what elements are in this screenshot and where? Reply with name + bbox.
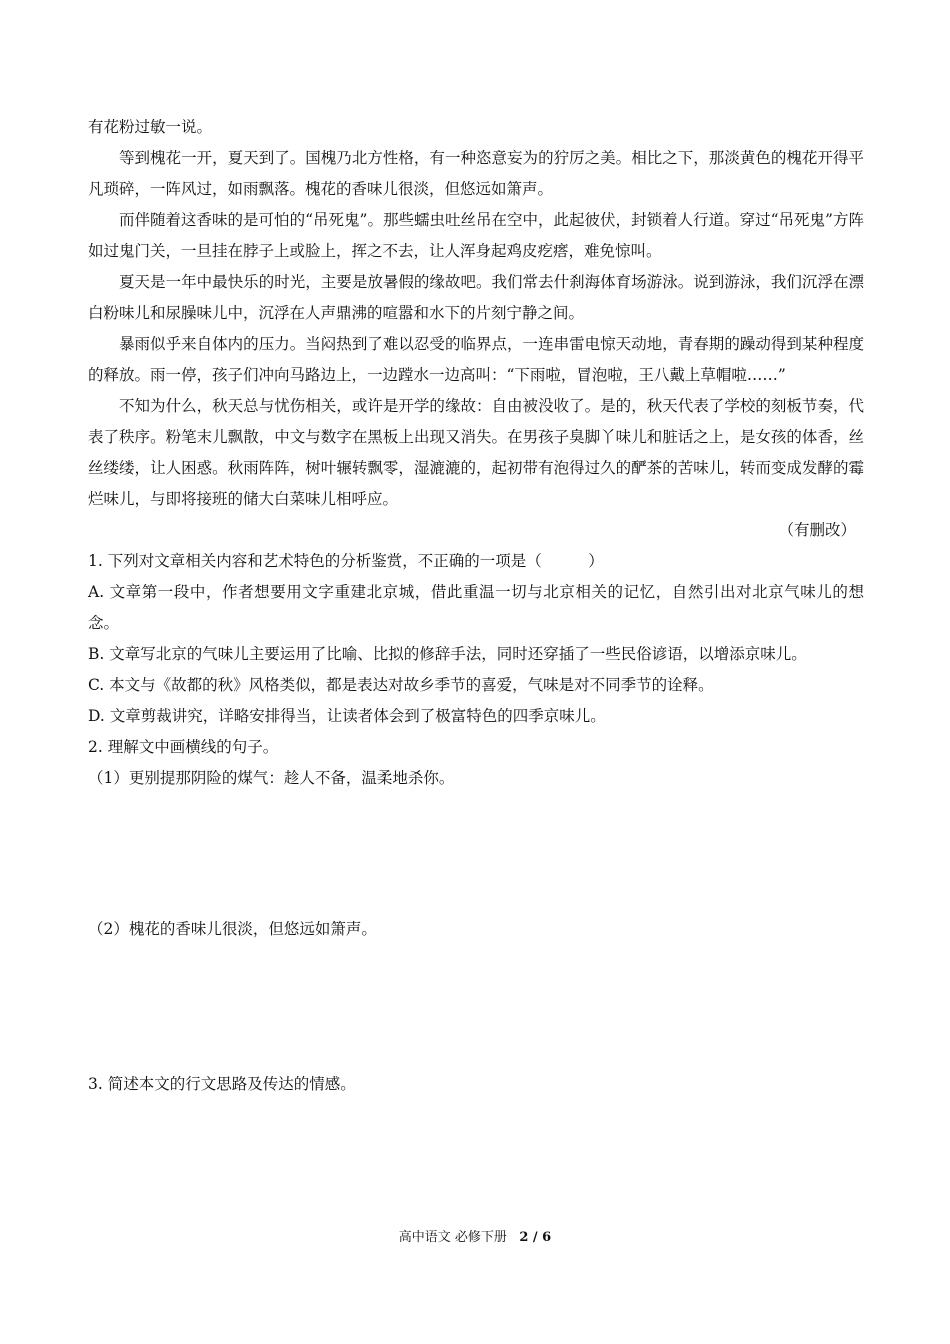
question-2-sub-1: （1）更别提那阴险的煤气：趁人不备，温柔地杀你。 [88,769,455,787]
question-2-stem: 2. 理解文中画横线的句子。 [88,738,279,756]
question-1-option-d: D. 文章剪裁讲究，详略安排得当，让读者体会到了极富特色的四季京味儿。 [88,707,606,725]
question-2-sub-2: （2）槐花的香味儿很淡，但悠远如箫声。 [88,920,377,938]
answer-space-2-1 [88,794,864,914]
passage-paragraph-3: 夏天是一年中最快乐的时光，主要是放暑假的缘故吧。我们常去什刹海体育场游泳。说到游泳，我们沉浮在漂白粉味儿和尿臊味儿中，沉浮在人声鼎沸的喧嚣和水下的片刻宁静之间。 [88,273,864,322]
passage-paragraph-0: 有花粉过敏一说。 [88,118,213,136]
passage-paragraph-2: 而伴随着这香味的是可怕的“吊死鬼”。那些蠕虫吐丝吊在空中，此起彼伏，封锁着人行道。穿过“吊死鬼”方阵如过鬼门关，一旦挂在脖子上或脸上，挥之不去，让人浑身起鸡皮疙瘩，难免惊叫。 [88,211,864,260]
document-body [88,112,864,1100]
question-1-stem: 1. 下列对文章相关内容和艺术特色的分析鉴赏，不正确的一项是（ ） [88,552,604,570]
page-number: 2 / 6 [519,1230,552,1245]
answer-space-2-2 [88,945,864,1069]
question-3-stem: 3. 简述本文的行文思路及传达的情感。 [88,1075,356,1093]
footer-label: 高中语文 必修下册 [398,1230,507,1245]
question-1-option-a: A. 文章第一段中，作者想要用文字重建北京城，借此重温一切与北京相关的记忆，自然引出对北京气味儿的想念。 [88,583,864,632]
passage-paragraph-4: 暴雨似乎来自体内的压力。当闷热到了难以忍受的临界点，一连串雷电惊天动地，青春期的躁动得到某种程度的释放。雨一停，孩子们冲向马路边上，一边蹚水一边高叫：“下雨啦，冒泡啦，王八戴上草帽啦……” [88,335,864,384]
passage-paragraph-1: 等到槐花一开，夏天到了。国槐乃北方性格，有一种恣意妄为的狞厉之美。相比之下，那淡黄色的槐花开得平凡琐碎，一阵风过，如雨飘落。槐花的香味儿很淡，但悠远如箫声。 [88,149,864,198]
edit-note: （有删改） [778,521,856,539]
page-footer [0,1226,950,1245]
question-1-option-c: C. 本文与《故都的秋》风格类似，都是表达对故乡季节的喜爱，气味是对不同季节的诠释。 [88,676,714,694]
passage-paragraph-5: 不知为什么，秋天总与忧伤相关，或许是开学的缘故：自由被没收了。是的，秋天代表了学校的刻板节奏，代表了秩序。粉笔末儿飘散，中文与数字在黑板上出现又消失。在男孩子臭脚丫味儿和脏话之上，是女孩的体香，丝丝缕缕，让人困惑。秋雨阵阵，树叶辗转飘零，湿漉漉的，起初带有泡得过久的酽茶的苦味儿，转而变成发酵的霉烂味儿，与即将接班的储大白菜味儿相呼应。 [88,397,864,508]
question-1-option-b: B. 文章写北京的气味儿主要运用了比喻、比拟的修辞手法，同时还穿插了一些民俗谚语，以增添京味儿。 [88,645,807,663]
